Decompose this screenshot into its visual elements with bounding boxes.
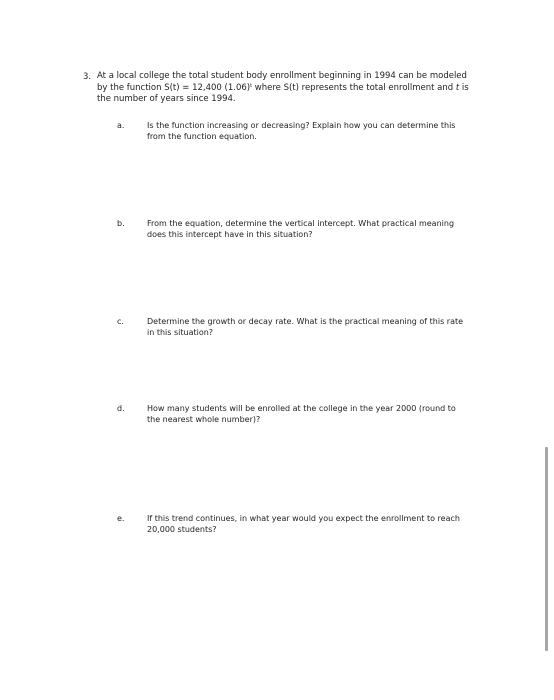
part-c-letter: c. (117, 317, 124, 326)
question-stem-text-1: At a local college the total student body enrollment beginning in 1994 can be modeled by the function S(t) = 12,400 (1.06) (97, 71, 467, 93)
question-stem-text-2: where S(t) represents the total enrollment and (252, 82, 456, 93)
part-a-text: Is the function increasing or decreasing? Explain how you can determine this from the function equation. (147, 121, 456, 141)
part-d-text: How many students will be enrolled at the college in the year 2000 (round to the nearest whole number)? (147, 404, 456, 424)
part-e-letter: e. (117, 514, 125, 523)
part-d-letter: d. (117, 404, 125, 413)
question-stem (97, 71, 477, 106)
question-stem-text-3: is the number of years since 1994. (97, 82, 469, 104)
part-b-text: From the equation, determine the vertical intercept. What practical meaning does this intercept have in this situation? (147, 219, 455, 239)
part-a-letter: a. (117, 121, 125, 130)
vertical-scrollbar[interactable] (545, 447, 548, 651)
variable-t: t (455, 82, 460, 93)
part-c-text: Determine the growth or decay rate. What is the practical meaning of this rate in this situation? (147, 317, 464, 337)
function-exponent: t (250, 82, 253, 89)
part-b-letter: b. (117, 219, 125, 228)
part-e-text: If this trend continues, in what year would you expect the enrollment to reach 20,000 students? (147, 514, 460, 534)
question-number: 3. (83, 72, 92, 82)
